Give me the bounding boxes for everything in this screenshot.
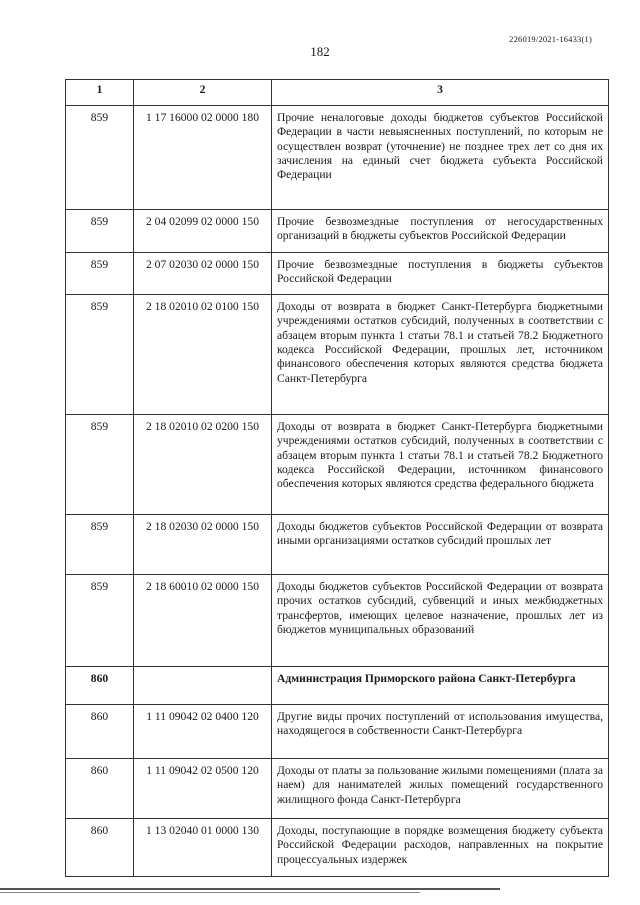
admin-code-cell: 859: [66, 106, 134, 210]
kbk-code-cell: 1 11 09042 02 0400 120: [134, 705, 272, 759]
admin-code-cell: 860: [66, 759, 134, 819]
table-row: [66, 210, 609, 253]
description-cell: Доходы бюджетов субъектов Российской Федерации от возврата иными организациями остатков субсидий прошлых лет: [272, 515, 609, 575]
table-row: [66, 575, 609, 667]
description-cell: Доходы от платы за пользование жилыми помещениями (плата за наем) для нанимателей жилых помещений государственного жилищного фонда Санкт-Петербурга: [272, 759, 609, 819]
admin-code-cell: 860: [66, 705, 134, 759]
admin-code-cell: 860: [66, 819, 134, 877]
table-header-row: [66, 80, 609, 106]
column-header-2: 2: [134, 80, 272, 106]
table-row: [66, 295, 609, 415]
kbk-code-cell: 2 18 60010 02 0000 150: [134, 575, 272, 667]
kbk-code-cell: [134, 667, 272, 705]
table-row: [66, 415, 609, 515]
description-cell: Прочие безвозмездные поступления от негосударственных организаций в бюджеты субъектов Российской Федерации: [272, 210, 609, 253]
kbk-code-cell: 2 18 02010 02 0200 150: [134, 415, 272, 515]
admin-code-cell: 859: [66, 295, 134, 415]
revenue-codes-table: [65, 79, 609, 877]
kbk-code-cell: 2 18 02010 02 0100 150: [134, 295, 272, 415]
admin-code-cell: 859: [66, 210, 134, 253]
table-row: [66, 705, 609, 759]
admin-code-cell: 859: [66, 252, 134, 295]
kbk-code-cell: 1 13 02040 01 0000 130: [134, 819, 272, 877]
description-cell: Доходы от возврата в бюджет Санкт-Петербурга бюджетными учреждениями остатков субсидий, полученных в соответствии с абзацем вторым пункта 1 статьи 78.1 и статьей 78.2 Бюджетного кодекса Российской Федерации, источником финансового обеспечения которых являются средства федерального бюджета: [272, 415, 609, 515]
description-cell: Администрация Приморского района Санкт-Петербурга: [272, 667, 609, 705]
table-row: [66, 252, 609, 295]
table-row: [66, 819, 609, 877]
admin-code-cell: 860: [66, 667, 134, 705]
kbk-code-cell: 2 18 02030 02 0000 150: [134, 515, 272, 575]
scan-artifact-line: [0, 892, 420, 893]
description-cell: Другие виды прочих поступлений от использования имущества, находящегося в собственности Санкт-Петербурга: [272, 705, 609, 759]
table-row: [66, 759, 609, 819]
description-cell: Прочие неналоговые доходы бюджетов субъектов Российской Федерации в части невыясненных поступлений, по которым не осуществлен возврат (уточнение) не позднее трех лет со дня их зачисления на единый счет бюджета субъекта Российской Федерации: [272, 106, 609, 210]
kbk-code-cell: 1 11 09042 02 0500 120: [134, 759, 272, 819]
column-header-1: 1: [66, 80, 134, 106]
page-number: 182: [310, 44, 330, 59]
description-cell: Прочие безвозмездные поступления в бюджеты субъектов Российской Федерации: [272, 252, 609, 295]
scan-artifact-line: [0, 888, 500, 890]
admin-code-cell: 859: [66, 575, 134, 667]
description-cell: Доходы, поступающие в порядке возмещения бюджету субъекта Российской Федерации расходов, направленных на покрытие процессуальных издержек: [272, 819, 609, 877]
admin-code-cell: 859: [66, 515, 134, 575]
table-row: [66, 106, 609, 210]
kbk-code-cell: 2 04 02099 02 0000 150: [134, 210, 272, 253]
kbk-code-cell: 1 17 16000 02 0000 180: [134, 106, 272, 210]
kbk-code-cell: 2 07 02030 02 0000 150: [134, 252, 272, 295]
description-cell: Доходы от возврата в бюджет Санкт-Петербурга бюджетными учреждениями остатков субсидий, полученных в соответствии с абзацем вторым пункта 1 статьи 78.1 и статьей 78.2 Бюджетного кодекса Российской Федерации, прошлых лет, источником финансового обеспечения которых являются средства бюджета Санкт-Петербурга: [272, 295, 609, 415]
table-row: [66, 667, 609, 705]
table-row: [66, 515, 609, 575]
admin-code-cell: 859: [66, 415, 134, 515]
column-header-3: 3: [272, 80, 609, 106]
document-id: 226019/2021-16433(1): [509, 34, 592, 44]
description-cell: Доходы бюджетов субъектов Российской Федерации от возврата прочих остатков субсидий, субвенций и иных межбюджетных трансфертов, имеющих целевое назначение, прошлых лет из бюджетов муниципальных образований: [272, 575, 609, 667]
